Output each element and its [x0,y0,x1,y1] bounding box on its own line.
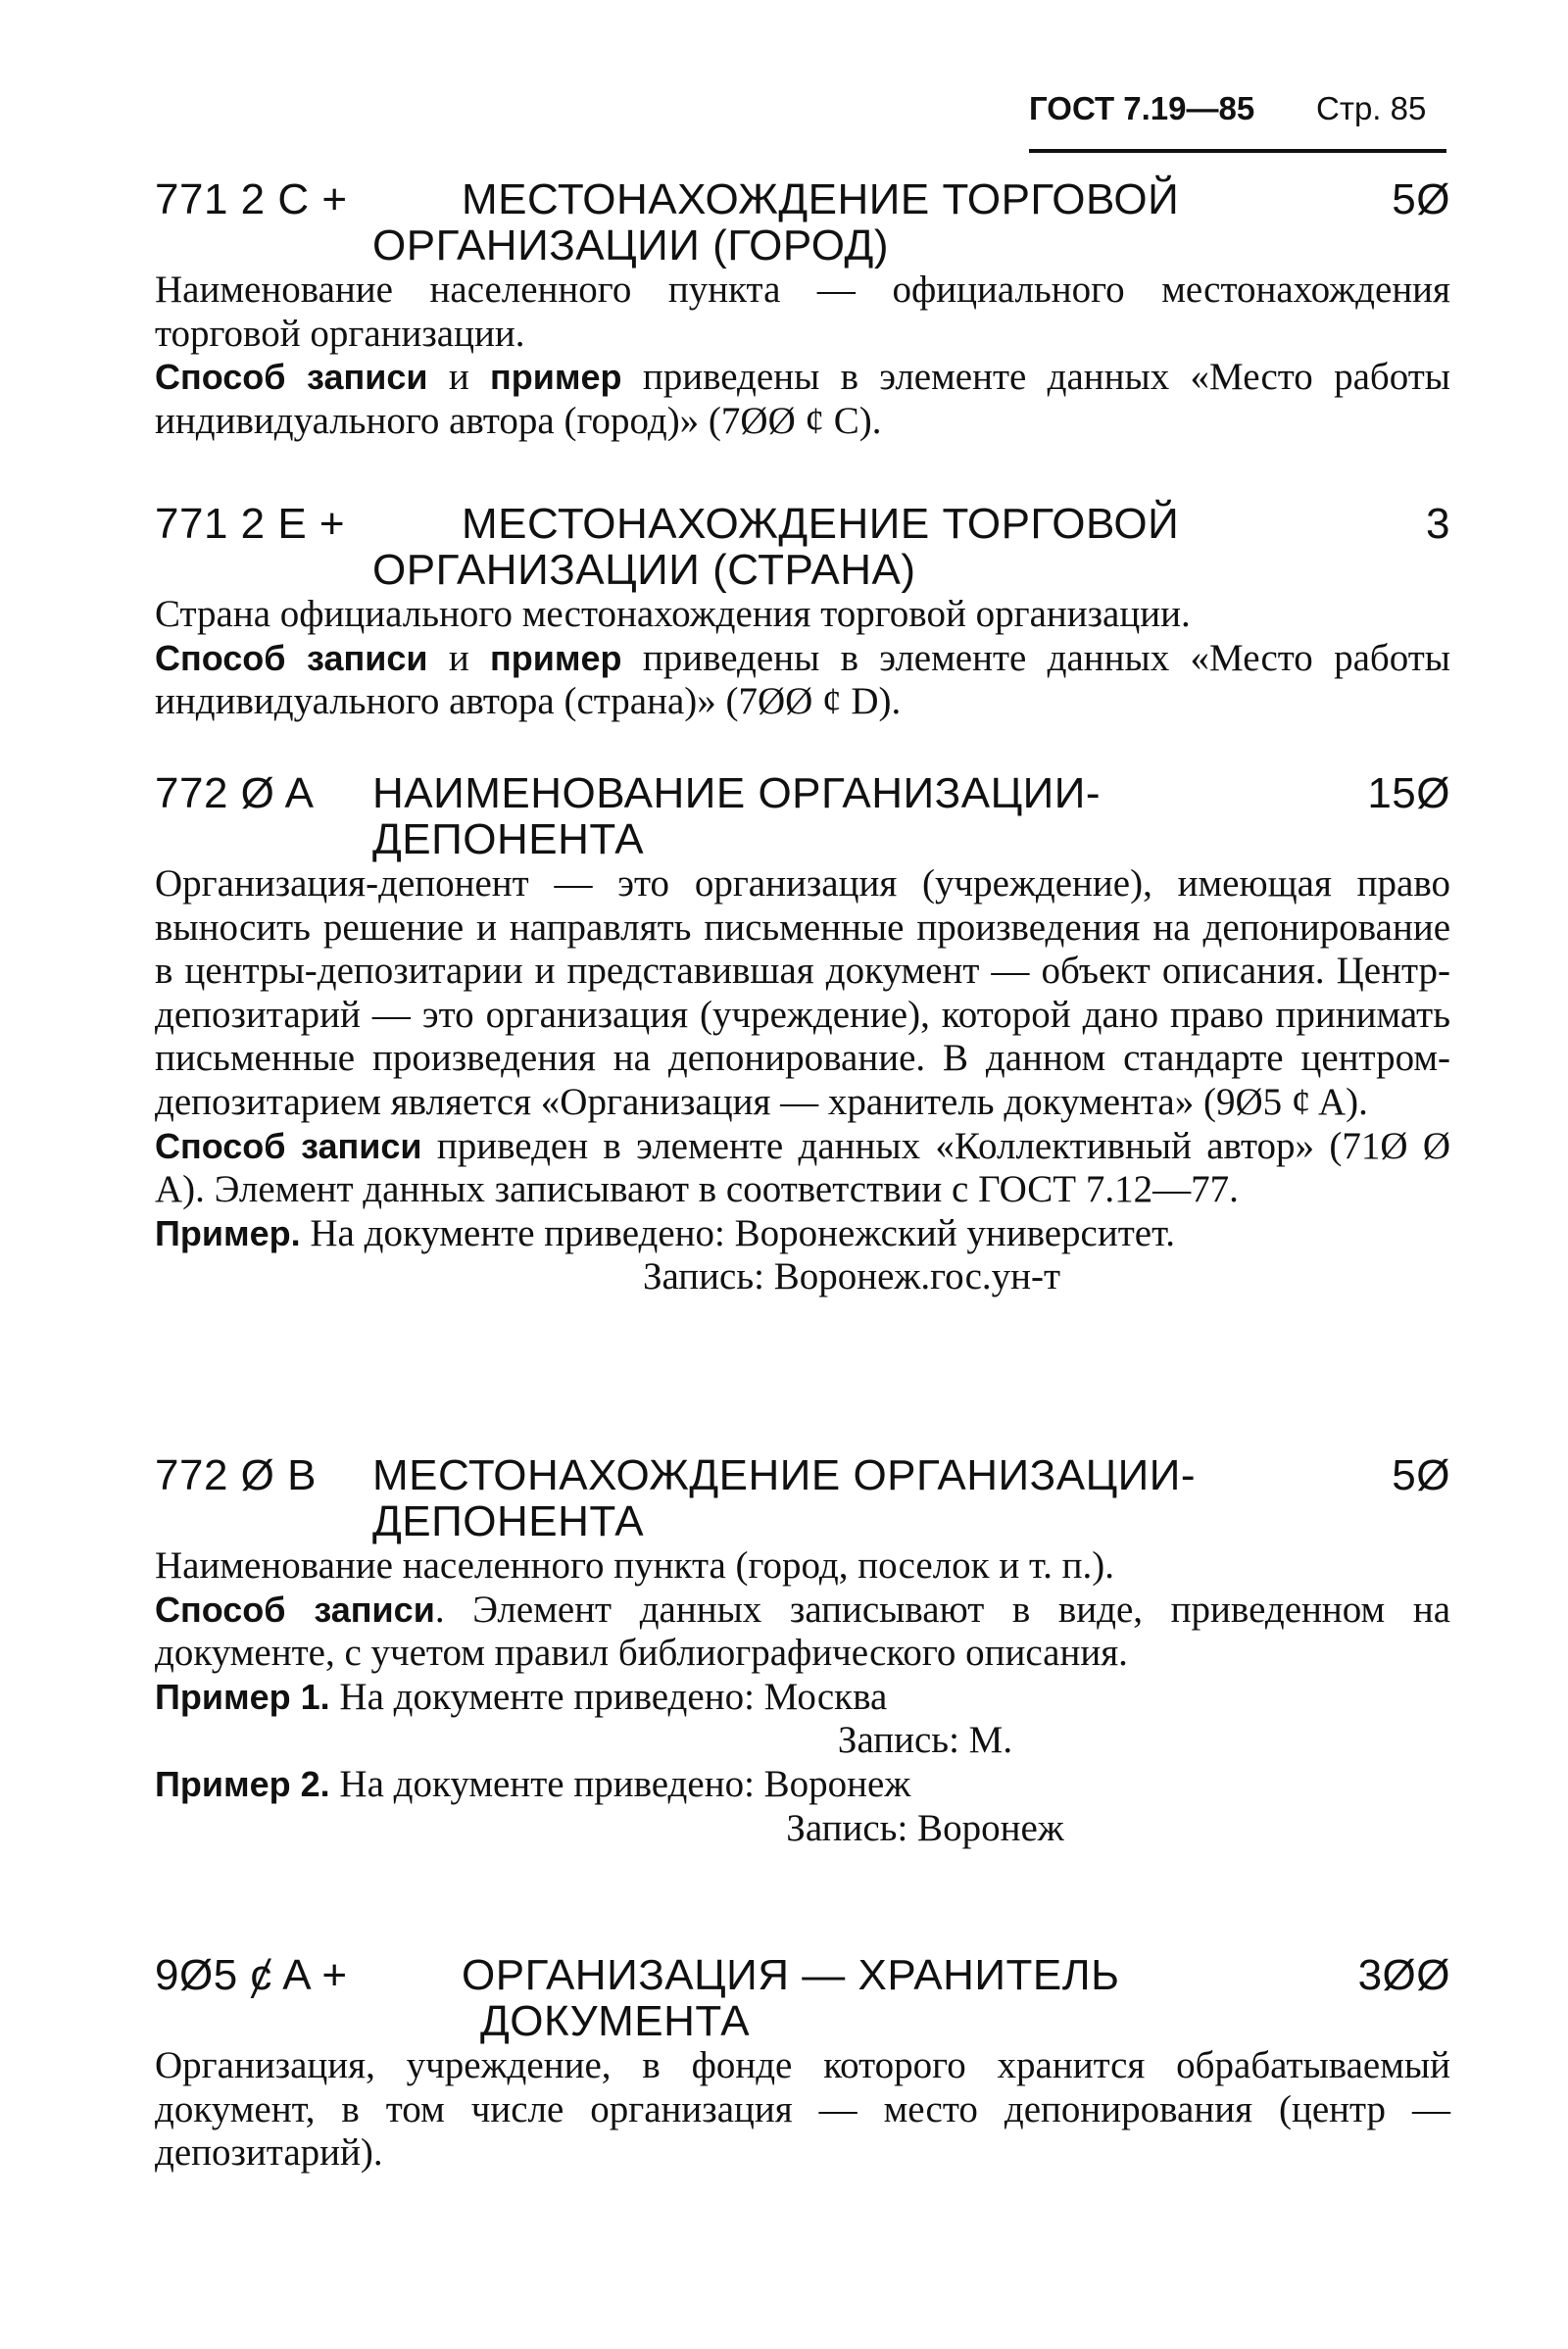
entry-title-line2: ОРГАНИЗАЦИИ (ГОРОД) [372,221,889,269]
entry-title-line1: ОРГАНИЗАЦИЯ — ХРАНИТЕЛЬ [462,1951,1120,1999]
page-number: Стр. 85 [1316,90,1427,126]
entry-771-2c [155,176,1450,443]
entry-code: 771 2 E + [155,500,346,548]
entry-771-2e [155,501,1450,724]
note-text: приведены в элементе данных «Место работы индивидуального автора (страна)» (7ØØ ȼ D). [155,636,1450,723]
definition-text: Организация, учреждение, в фонде которого хранится обрабатываемый документ, в том числе организация — место депонирования (центр — депозитарий). [155,2044,1450,2175]
bold-term: пример [490,637,622,678]
entry-description [155,1544,1450,1850]
entry-heading [155,176,1450,269]
bold-term: Способ записи [155,637,428,678]
definition-text: Организация-депонент — это организация (учреждение), имеющая право выносить решение и направлять письменные произведения на депонирование в центры-депозитарии и представившая документ — объект описания. Центр-депозитарий — это организация (учреждение), которой дано право принимать письменные произведения на депонирование. В данном стандарте центром-депозитарием является «Организация — хранитель документа» (9Ø5 ȼ A). [155,862,1450,1123]
definition-text: Наименование населенного пункта — официального местонахождения торговой организации. [155,269,1450,355]
entry-905-a [155,1952,1450,2176]
entry-description [155,269,1450,443]
standard-number: ГОСТ 7.19—85 [1029,90,1255,126]
entry-title-line2: ОРГАНИЗАЦИИ (СТРАНА) [372,546,916,594]
bold-term: Способ записи [155,1589,435,1630]
example-label: Пример. [155,1212,301,1253]
entry-heading [155,770,1450,862]
bold-term: Способ записи [155,357,428,398]
example-record: Запись: Воронеж.гос.ун-т [642,1255,1061,1298]
entry-length: 5Ø [1392,1451,1450,1499]
entry-title-line2: ДЕПОНЕНТА [372,1497,645,1545]
example-label: Пример 1. [155,1676,330,1717]
example [155,1212,1450,1256]
entry-code: 772 Ø B [155,1451,317,1499]
entry-heading [155,1952,1450,2044]
entry-description [155,2044,1450,2176]
bold-term: Способ записи [155,1125,422,1166]
example-text: На документе приведено: Воронежский университет. [300,1211,1175,1254]
note-text: приведены в элементе данных «Место работы индивидуального автора (город)» (7ØØ ȼ C). [155,356,1450,442]
definition-text: Наименование населенного пункта (город, поселок и т. п.). [155,1544,1114,1587]
example-text: На документе приведено: Москва [329,1675,888,1718]
note-text: приведен в элементе данных «Коллективный автор» (71Ø Ø A). Элемент данных записывают в соответствии с ГОСТ 7.12—77. [155,1124,1450,1211]
recording-note [155,356,1450,443]
entry-heading [155,1452,1450,1544]
entry-length: 3 [1426,500,1450,548]
entry-title-line1: МЕСТОНАХОЖДЕНИЕ ТОРГОВОЙ [462,500,1180,548]
example-1 [155,1676,1450,1720]
entry-heading [155,501,1450,593]
example-1-record: Запись: М. [837,1719,1013,1762]
entry-title-line2: ДЕПОНЕНТА [372,815,645,863]
recording-note [155,1125,1450,1212]
note-text: и [427,636,491,679]
entry-description [155,593,1450,724]
recording-note [155,1589,1450,1676]
note-text: . Элемент данных записывают в виде, приведенном на документе, с учетом правил библиографического описания. [155,1588,1450,1675]
example-2-record: Запись: Воронеж [786,1806,1064,1849]
entry-title-line1: МЕСТОНАХОЖДЕНИЕ ТОРГОВОЙ [462,175,1180,223]
entry-title-line1: МЕСТОНАХОЖДЕНИЕ ОРГАНИЗАЦИИ- [372,1451,1197,1499]
definition-text: Страна официального местонахождения торговой организации. [155,593,1191,635]
entry-length: 15Ø [1367,769,1450,817]
example-2 [155,1763,1450,1807]
entry-title-line1: НАИМЕНОВАНИЕ ОРГАНИЗАЦИИ- [372,769,1102,817]
entry-772-0a [155,770,1450,1299]
example-text: На документе приведено: Воронеж [329,1762,911,1805]
entry-description [155,862,1450,1299]
example-label: Пример 2. [155,1763,330,1804]
entry-code: 771 2 C + [155,175,348,223]
entry-772-0b [155,1452,1450,1850]
entry-title-line2: ДОКУМЕНТА [480,1997,751,2045]
entry-code: 9Ø5 ȼ A + [155,1951,348,1999]
entry-code: 772 Ø A [155,769,315,817]
recording-note [155,637,1450,724]
note-text: и [427,356,491,399]
entry-length: 3ØØ [1357,1951,1450,1999]
bold-term: пример [490,357,622,398]
page-header [1029,90,1446,153]
entry-length: 5Ø [1392,175,1450,223]
